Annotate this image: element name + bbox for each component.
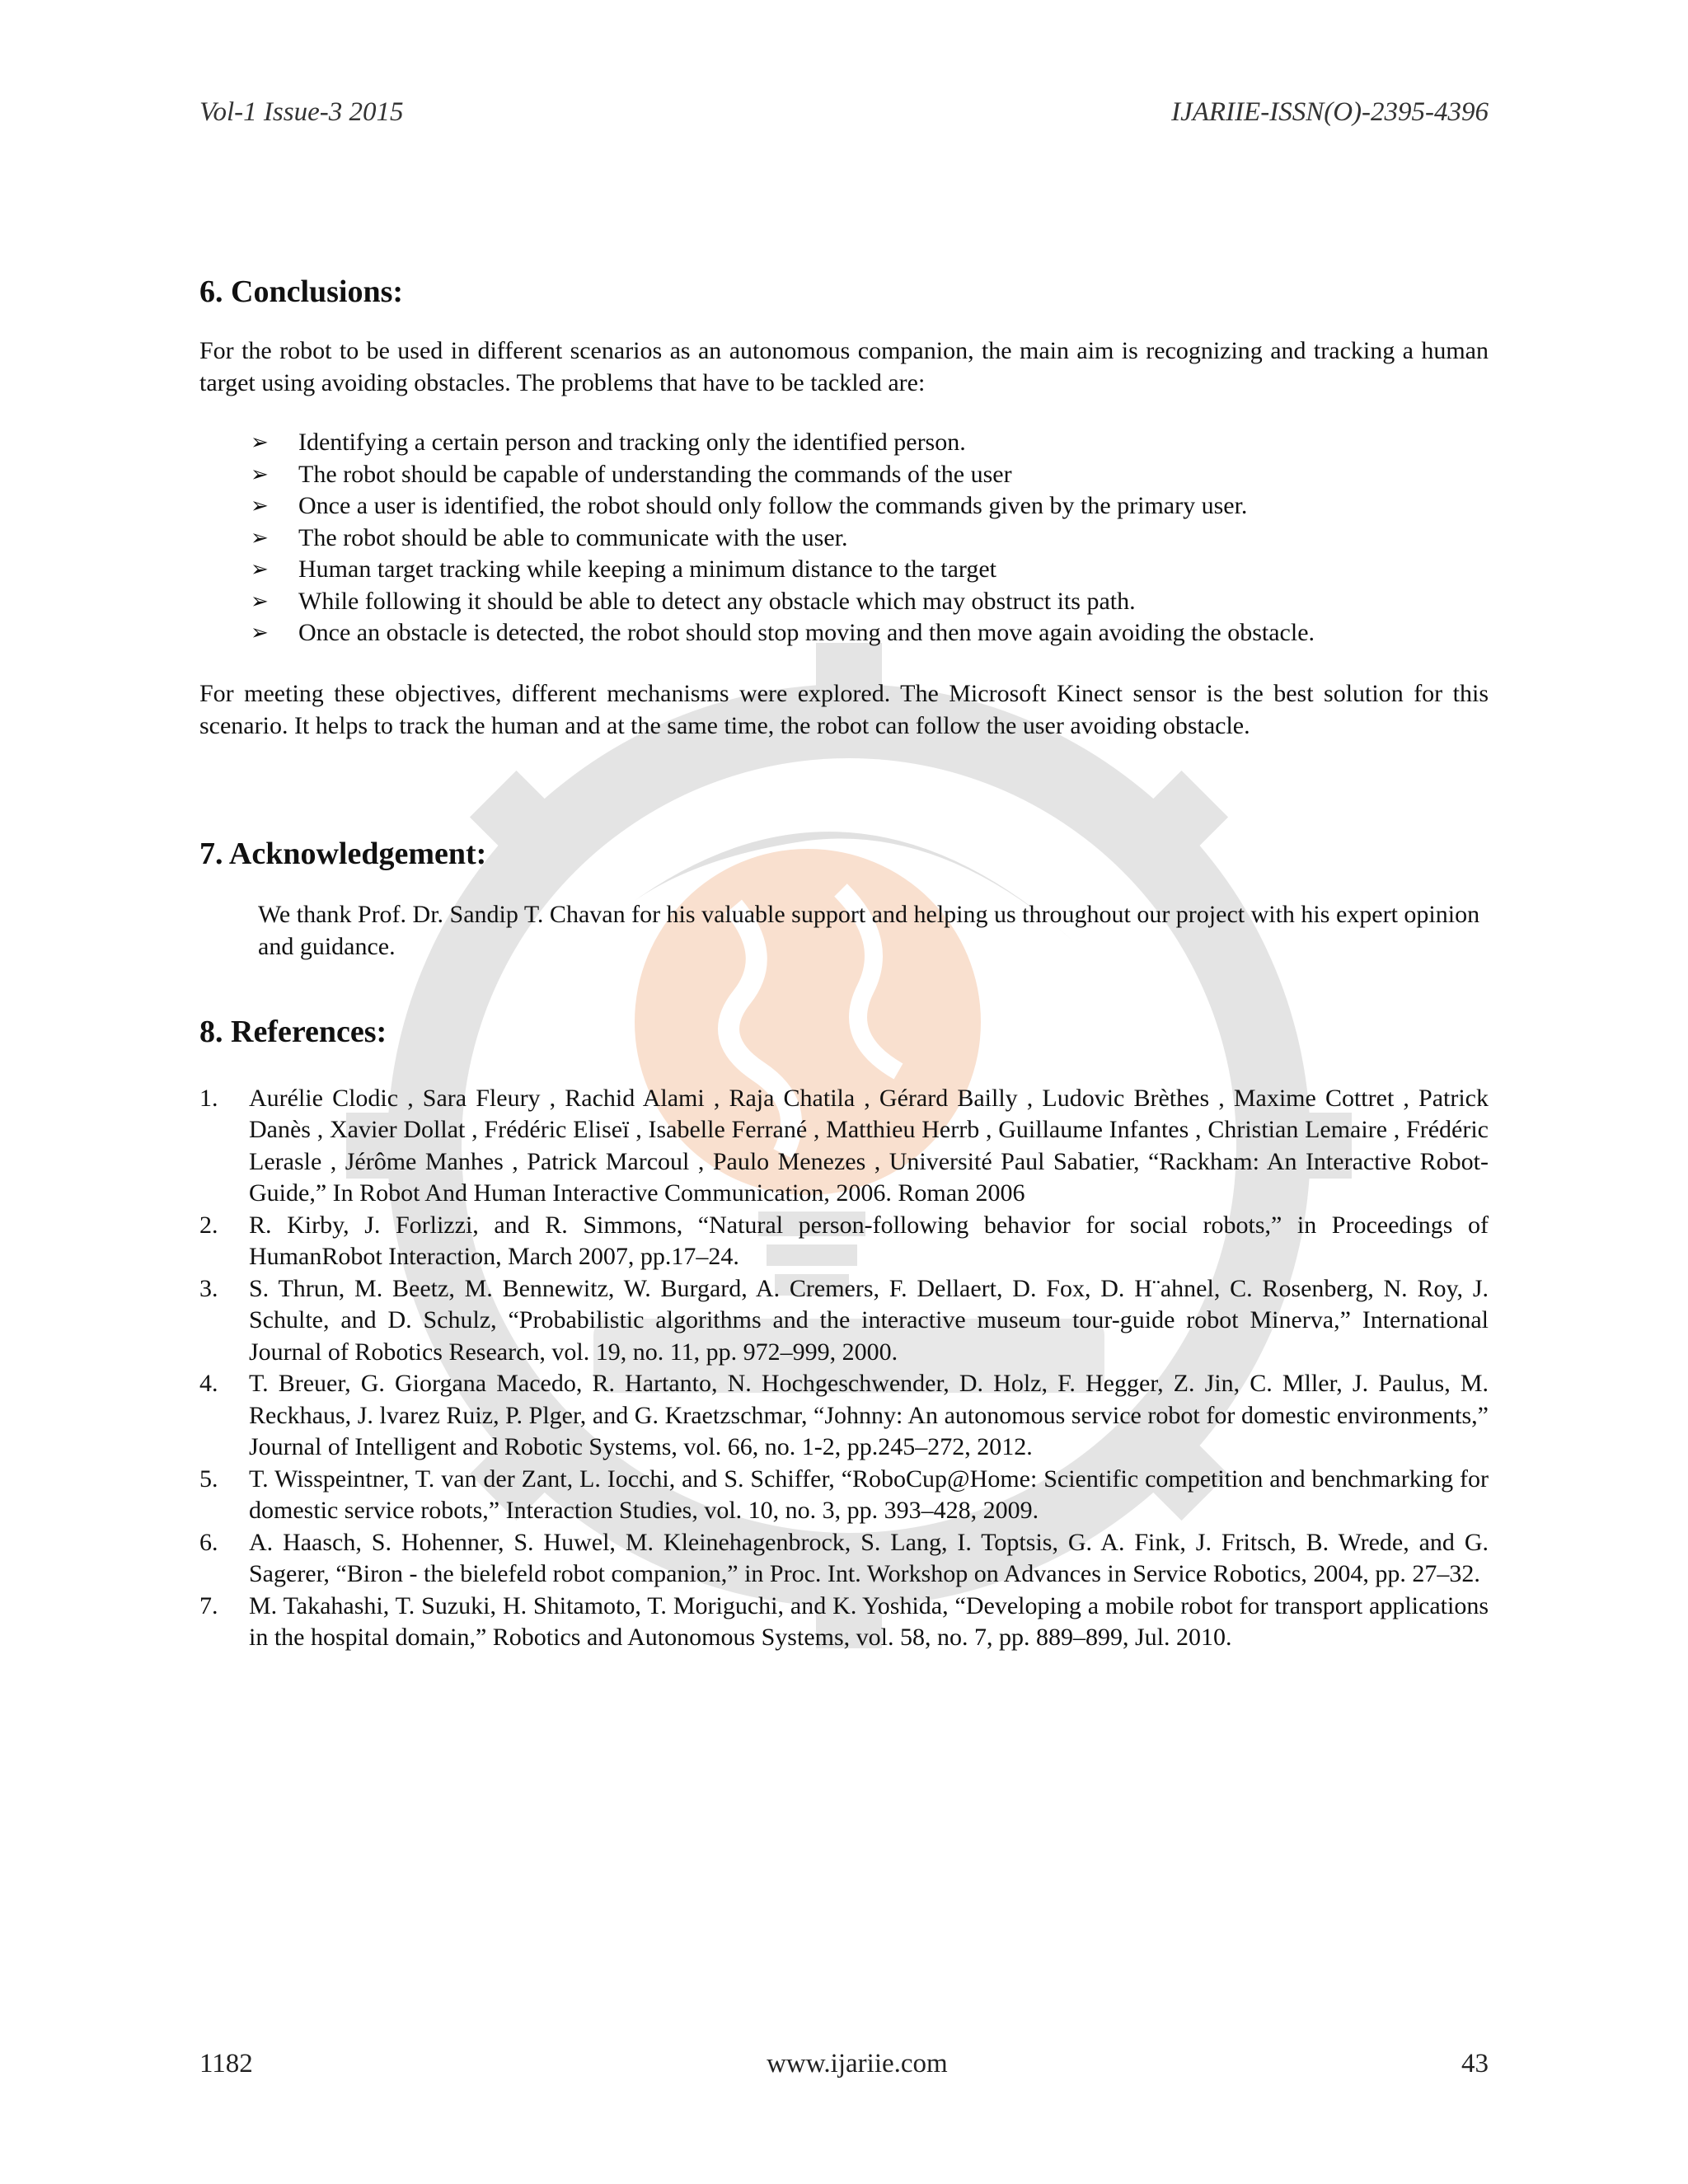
arrow-bullet-icon: ➢ (251, 525, 269, 551)
reference-text: S. Thrun, M. Beetz, M. Bennewitz, W. Burgard, A. Cremers, F. Dellaert, D. Fox, D. H¨ahnel, C. Rosenberg, N. Roy, J. Schulte, and D. Schulz, “Probabilistic algorithms and the interactive museum tour-guide robot Minerva,” International Journal of Robotics Research, vol. 19, no. 11, pp. 972–999, 2000. (249, 1274, 1489, 1366)
list-item: ➢ Human target tracking while keeping a minimum distance to the target (251, 554, 1489, 586)
acknowledgement-heading: 7. Acknowledgement: (199, 836, 487, 871)
conclusions-closing: For meeting these objectives, different mechanisms were explored. The Microsoft Kinect sensor is the best solution for this scenario. It helps to track the human and at the same time, the robot can follow the user avoiding obstacle. (199, 679, 1489, 739)
list-item: ➢ While following it should be able to detect any obstacle which may obstruct its path. (251, 586, 1489, 618)
section-acknowledgement (199, 834, 1489, 963)
reference-item (199, 1591, 1489, 1654)
footer-website-link[interactable]: www.ijariie.com (767, 2049, 948, 2079)
reference-text: Aurélie Clodic , Sara Fleury , Rachid Alami , Raja Chatila , Gérard Bailly , Ludovic Brèthes , Maxime Cottret , Patrick Danès , Xavier Dollat , Frédéric Eliseï , Isabelle Ferrané , Matthieu Herrb , Guillaume Infantes , Christian Lemaire , Frédéric Lerasle , Jérôme Manhes , Patrick Marcoul , Paulo Menezes , Université Paul Sabatier, “Rackham: An Interactive Robot-Guide,” In Robot And Human Interactive Communication, 2006. Roman 2006 (249, 1084, 1489, 1207)
acknowledgement-text: We thank Prof. Dr. Sandip T. Chavan for his valuable support and helping us throughout our project with his expert opinion and guidance. (258, 900, 1480, 960)
footer-page-number: 43 (1461, 2049, 1489, 2079)
conclusions-heading: 6. Conclusions: (199, 274, 404, 309)
reference-number: 5. (199, 1465, 218, 1493)
list-item: ➢ The robot should be capable of understanding the commands of the user (251, 459, 1489, 491)
reference-number: 6. (199, 1528, 218, 1556)
reference-number: 3. (199, 1274, 218, 1302)
reference-text: A. Haasch, S. Hohenner, S. Huwel, M. Kleinehagenbrock, S. Lang, I. Toptsis, G. A. Fink, J. Fritsch, B. Wrede, and G. Sagerer, “Biron - the bielefeld robot companion,” in Proc. Int. Workshop on Advances in Service Robotics, 2004, pp. 27–32. (249, 1528, 1489, 1587)
arrow-bullet-icon: ➢ (251, 557, 269, 582)
arrow-bullet-icon: ➢ (251, 621, 269, 645)
arrow-bullet-icon: ➢ (251, 494, 269, 518)
list-item: ➢ The robot should be able to communicate with the user. (251, 523, 1489, 555)
references-list (199, 1083, 1489, 1654)
section-conclusions (199, 272, 1489, 742)
reference-item (199, 1210, 1489, 1273)
reference-text: M. Takahashi, T. Suzuki, H. Shitamoto, T. Moriguchi, and K. Yoshida, “Developing a mobile robot for transport applications in the hospital domain,” Robotics and Autonomous Systems, vol. 58, no. 7, pp. 889–899, Jul. 2010. (249, 1591, 1489, 1651)
header-issn: IJARIIE-ISSN(O)-2395-4396 (1171, 97, 1489, 127)
page-footer (199, 2049, 1489, 2079)
list-item: ➢ Once a user is identified, the robot should only follow the commands given by the primary user. (251, 490, 1489, 523)
reference-text: R. Kirby, J. Forlizzi, and R. Simmons, “Natural person-following behavior for social robots,” in Proceedings of HumanRobot Interaction, March 2007, pp.17–24. (249, 1211, 1489, 1270)
footer-paper-number: 1182 (199, 2049, 253, 2079)
reference-text: T. Wisspeintner, T. van der Zant, L. Iocchi, and S. Schiffer, “RoboCup@Home: Scientific competition and benchmarking for domestic service robots,” Interaction Studies, vol. 10, no. 3, pp. 393–428, 2009. (249, 1465, 1489, 1524)
reference-item (199, 1273, 1489, 1369)
page-content (199, 272, 1489, 1654)
section-references (199, 1012, 1489, 1654)
references-heading: 8. References: (199, 1014, 387, 1049)
reference-number: 1. (199, 1084, 218, 1112)
arrow-bullet-icon: ➢ (251, 430, 269, 455)
reference-text: T. Breuer, G. Giorgana Macedo, R. Hartanto, N. Hochgeschwender, D. Holz, F. Hegger, Z. Jin, C. Mller, J. Paulus, M. Reckhaus, J. lvarez Ruiz, P. Plger, and G. Kraetzschmar, “Johnny: An autonomous service robot for domestic environments,” Journal of Intelligent and Robotic Systems, vol. 66, no. 1-2, pp.245–272, 2012. (249, 1370, 1489, 1460)
page-header (199, 97, 1489, 128)
reference-item (199, 1464, 1489, 1527)
reference-item (199, 1083, 1489, 1210)
arrow-bullet-icon: ➢ (251, 462, 269, 487)
conclusions-intro: For the robot to be used in different scenarios as an autonomous companion, the main aim is recognizing and tracking a human target using avoiding obstacles. The problems that have to be tackled are: (199, 337, 1489, 396)
reference-item (199, 1527, 1489, 1591)
header-volume: Vol-1 Issue-3 2015 (199, 97, 404, 127)
reference-item (199, 1368, 1489, 1464)
list-item: ➢ Identifying a certain person and tracking only the identified person. (251, 427, 1489, 459)
reference-number: 7. (199, 1591, 218, 1619)
objectives-list (251, 427, 1489, 649)
reference-number: 2. (199, 1211, 218, 1239)
reference-number: 4. (199, 1370, 218, 1397)
arrow-bullet-icon: ➢ (251, 588, 269, 614)
list-item: ➢ Once an obstacle is detected, the robot should stop moving and then move again avoiding the obstacle. (251, 617, 1489, 649)
